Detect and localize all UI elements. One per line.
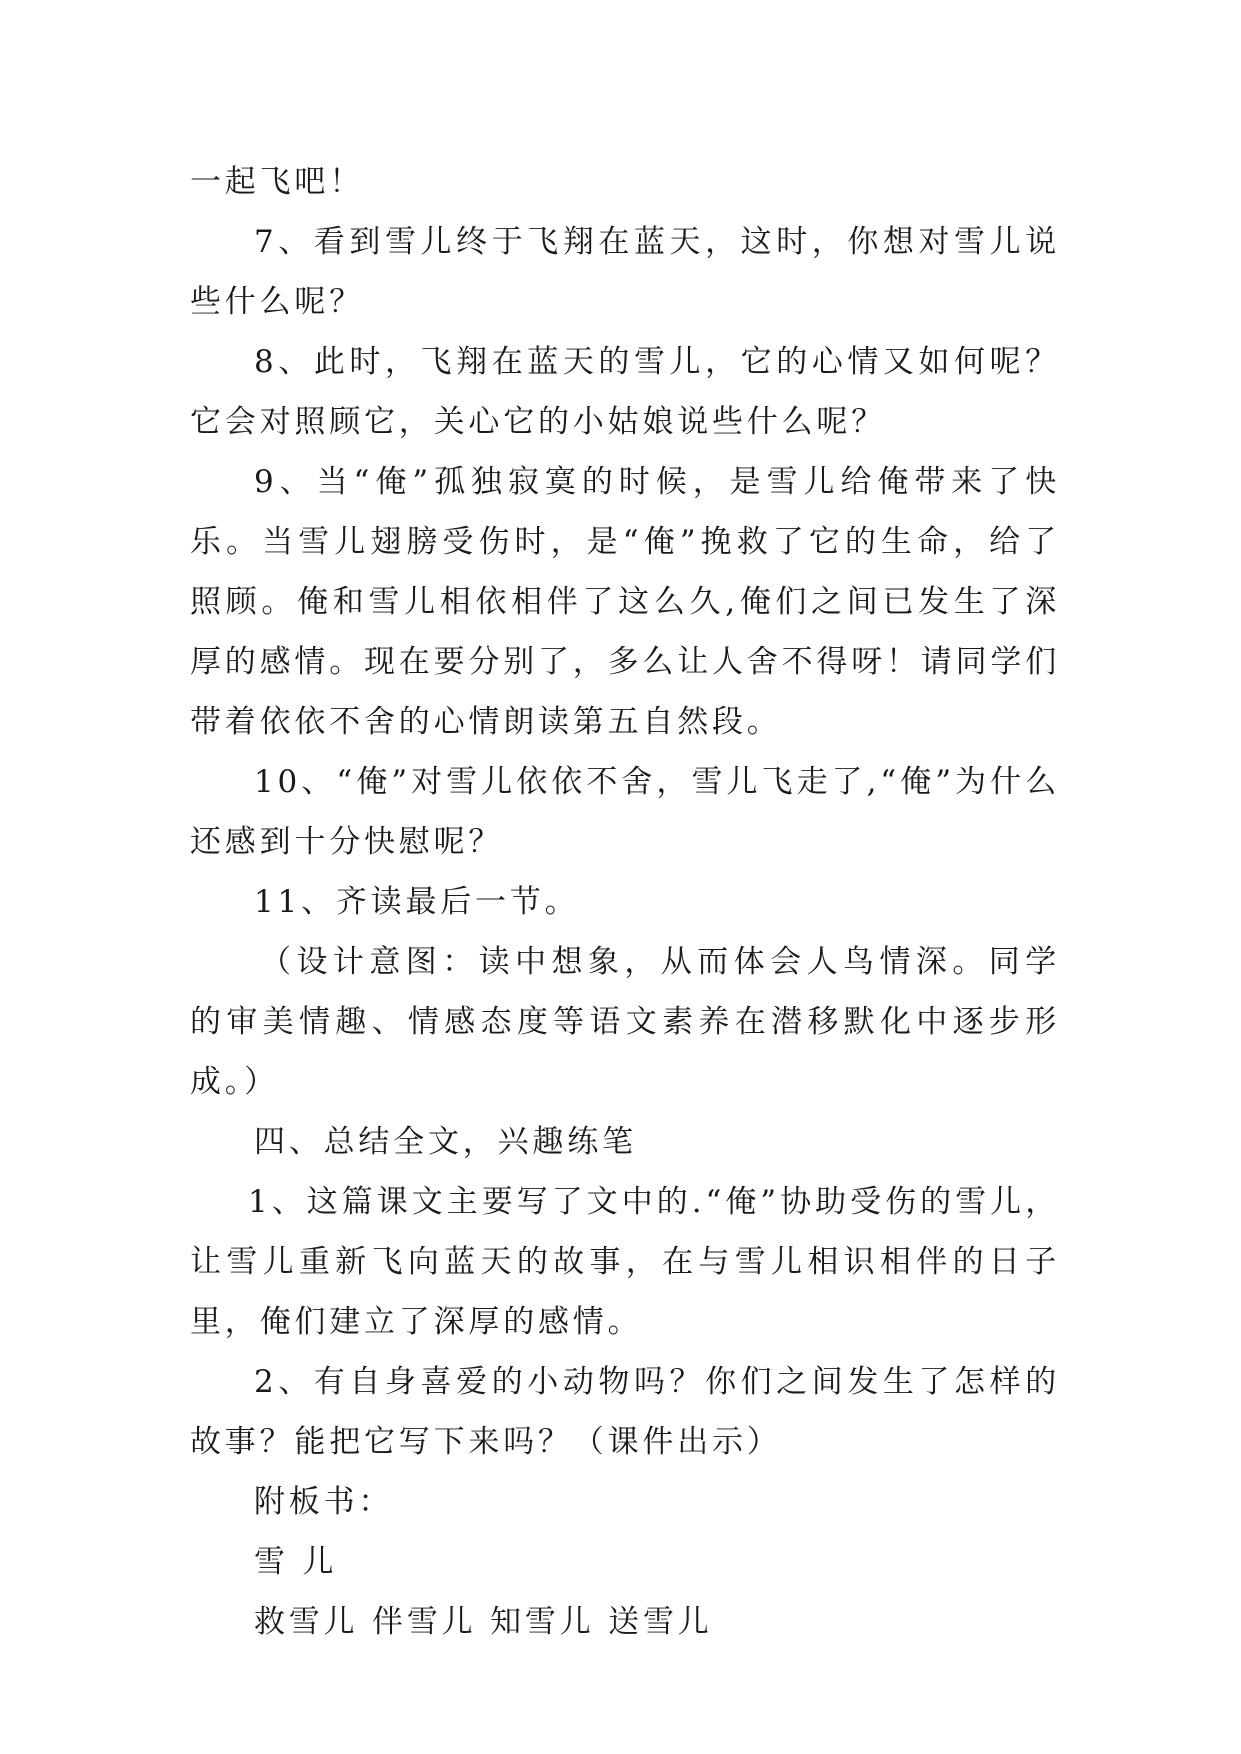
blackboard-heading: 附板书： (254, 1484, 394, 1520)
section-heading-summary: 四、总结全文，兴趣练笔 (254, 1124, 637, 1160)
paragraph-item-8: 8、此时，飞翔在蓝天的雪儿，它的心情又如何呢？它会对照顾它，关心它的小姑娘说些什么呢？ (190, 344, 1060, 440)
blackboard-items: 救雪儿 伴雪儿 知雪儿 送雪儿 (254, 1604, 713, 1640)
paragraph-summary-1: 1、这篇课文主要写了文中的.“俺”协助受伤的雪儿，让雪儿重新飞向蓝天的故事，在与雪儿相识相伴的日子里，俺们建立了深厚的感情。 (190, 1184, 1060, 1340)
paragraph-summary-2: 2、有自身喜爱的小动物吗？你们之间发生了怎样的故事？能把它写下来吗？（课件出示） (190, 1364, 1060, 1460)
paragraph-design-intent: （设计意图：读中想象，从而体会人鸟情深。同学的审美情趣、情感态度等语文素养在潜移默化中逐步形成。） (190, 944, 1060, 1100)
document-body (190, 152, 1060, 1652)
paragraph-item-9: 9、当“俺”孤独寂寞的时候，是雪儿给俺带来了快乐。当雪儿翅膀受伤时，是“俺”挽救了它的生命，给了照顾。俺和雪儿相依相伴了这么久,俺们之间已发生了深厚的感情。现在要分别了，多么让人舍不得呀！请同学们带着依依不舍的心情朗读第五自然段。 (190, 464, 1060, 740)
blackboard-title: 雪 儿 (254, 1544, 338, 1580)
paragraph-item-11: 11、齐读最后一节。 (254, 884, 580, 920)
paragraph-item-7: 7、看到雪儿终于飞翔在蓝天，这时，你想对雪儿说些什么呢？ (190, 224, 1060, 320)
paragraph-item-10: 10、“俺”对雪儿依依不舍，雪儿飞走了,“俺”为什么还感到十分快慰呢？ (190, 764, 1060, 860)
paragraph-continuation: 一起飞吧！ (190, 164, 364, 200)
